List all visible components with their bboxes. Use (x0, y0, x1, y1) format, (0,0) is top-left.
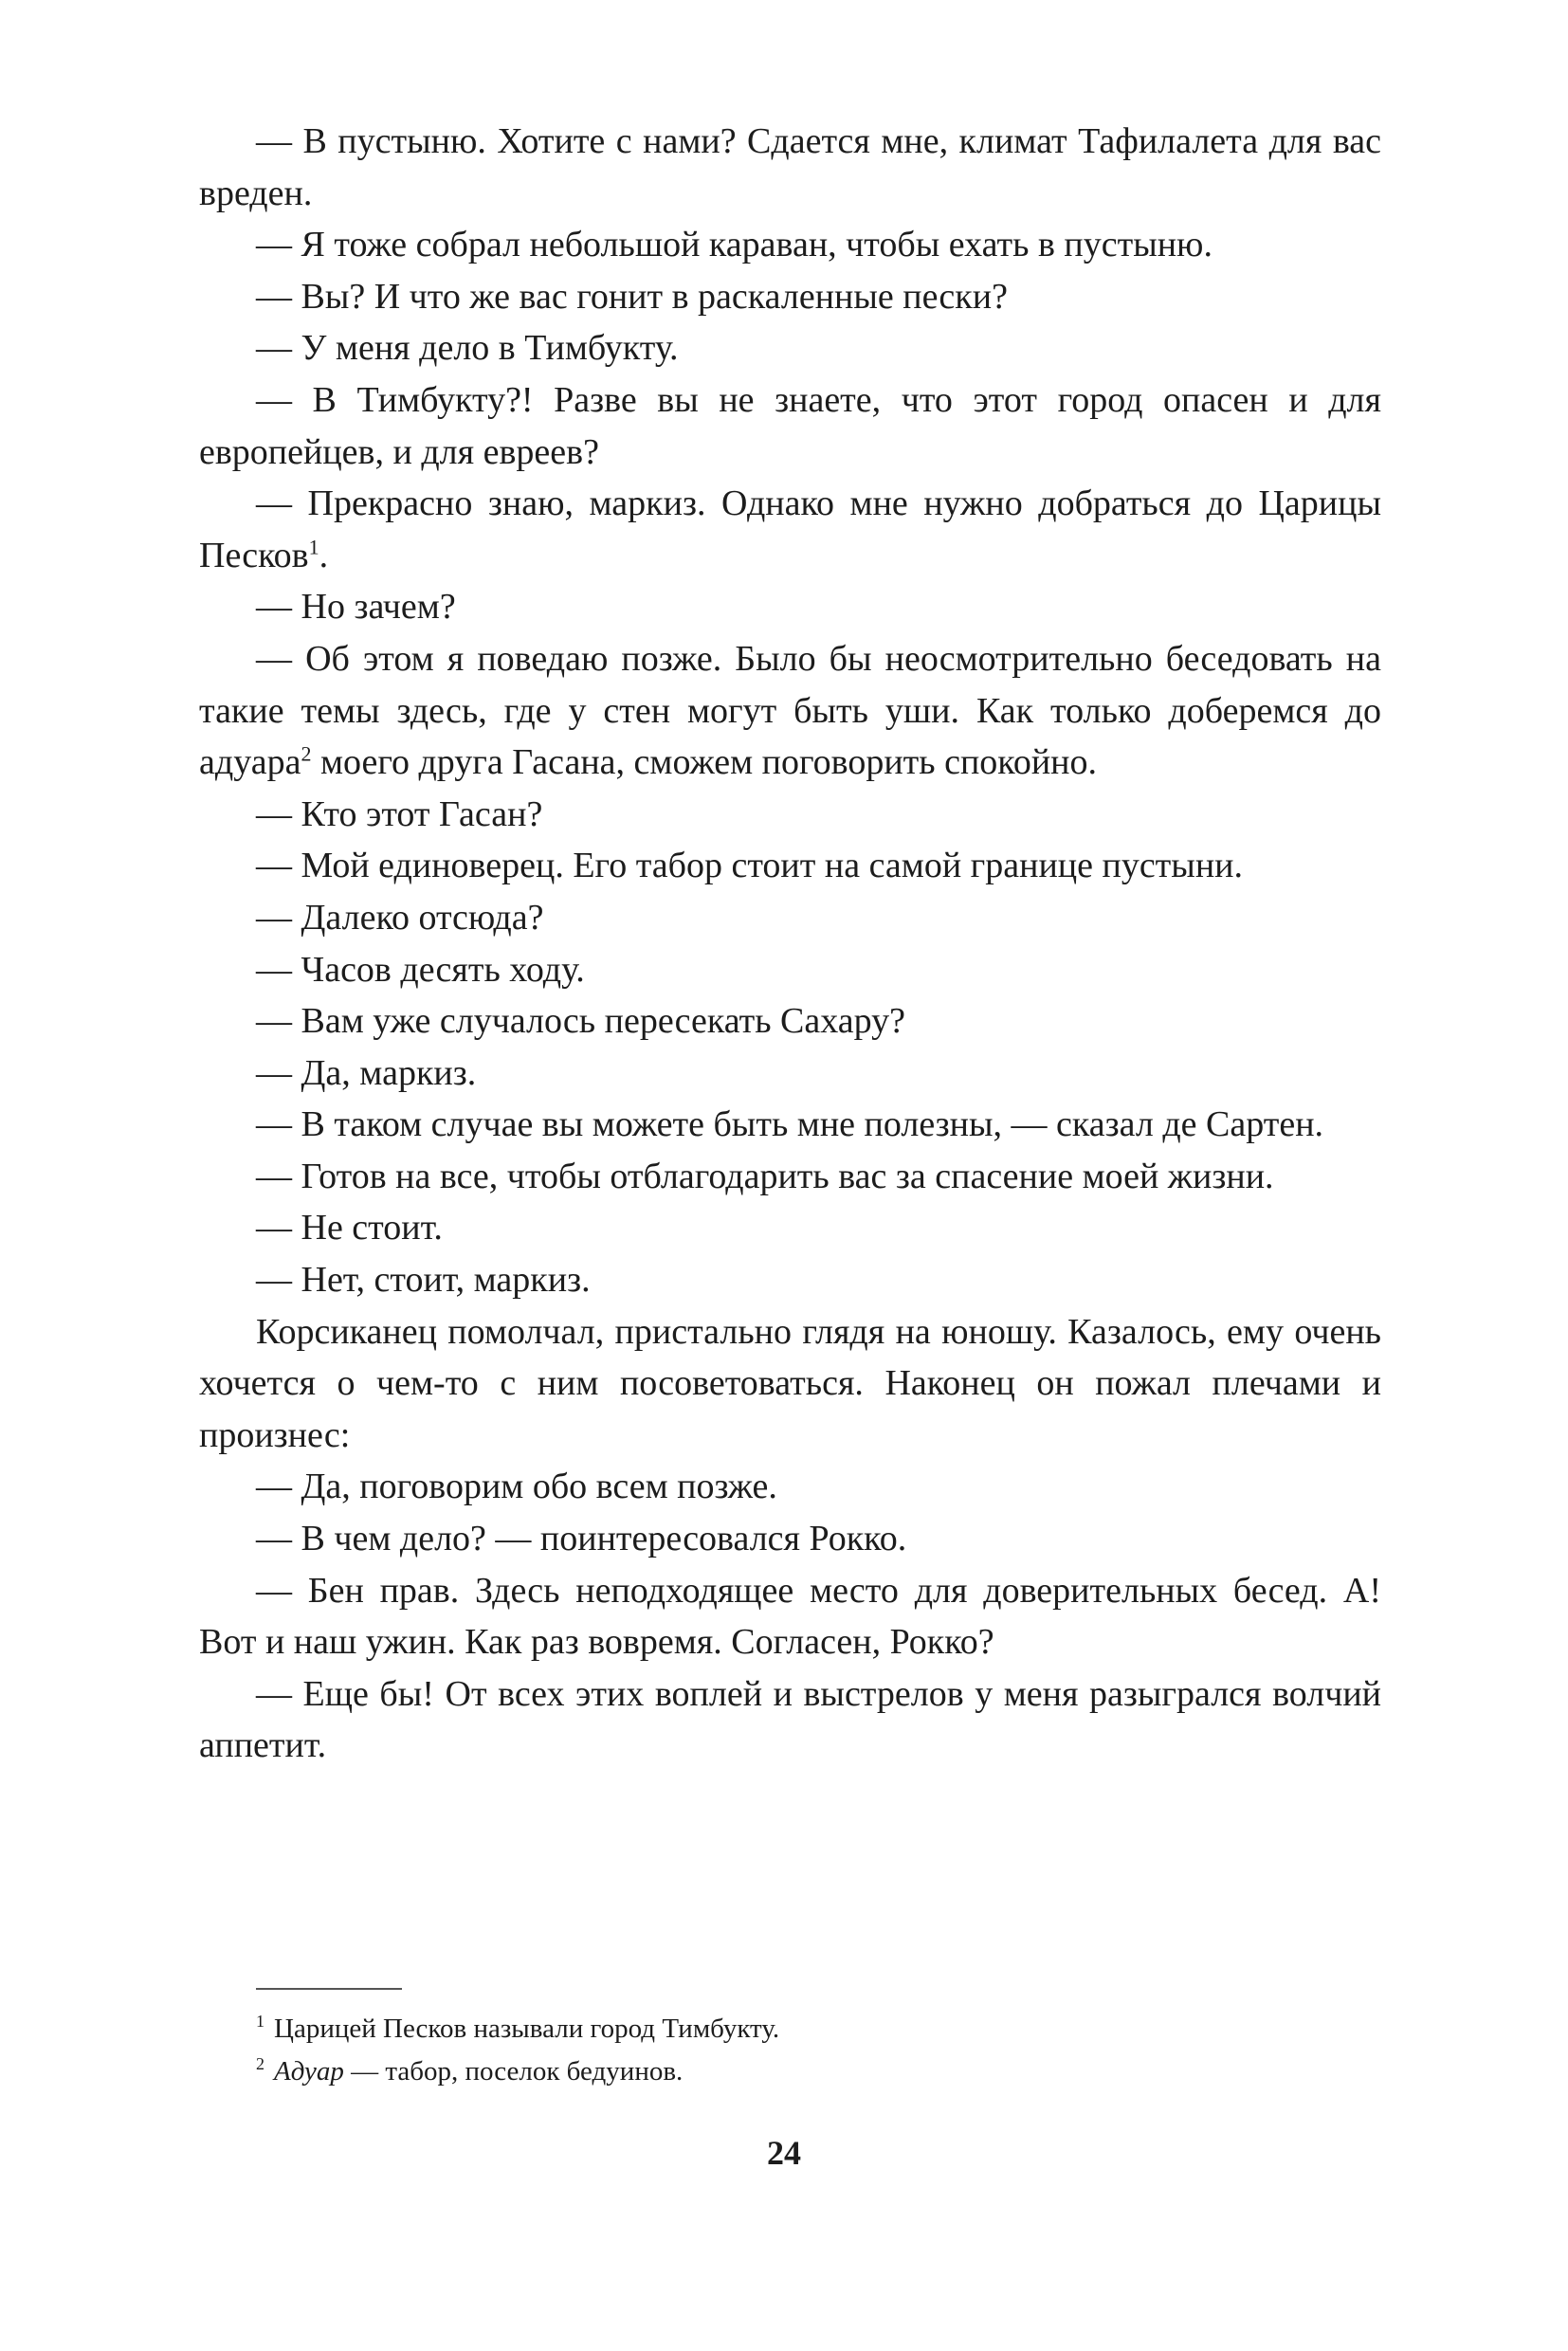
paragraph: — Далеко отсюда? (256, 897, 544, 938)
paragraph: — В пустыню. Хотите с нами? Сдается мне, климат Тафилалета для вас вреден. (199, 121, 1381, 213)
footnote-term: Адуар (274, 2056, 344, 2087)
paragraph: — Да, поговорим обо всем позже. (256, 1467, 777, 1507)
footnote-text: — табор, поселок бедуинов. (343, 2056, 684, 2087)
paragraph-with-footnote-2 (199, 633, 1381, 789)
body-text (199, 116, 1381, 1772)
footnote-number: 2 (256, 2054, 264, 2074)
paragraph-text: — Об этом я поведаю позже. Было бы неосмотрительно беседовать на такие темы здесь, где у стен могут быть уши. Как только доберемся до адуара (199, 638, 1381, 783)
paragraph: — В Тимбукту?! Разве вы не знаете, что этот город опасен и для европейцев, и для евреев? (199, 379, 1381, 472)
paragraph: — В таком случае вы можете быть мне полезны, — сказал де Сартен. (256, 1104, 1324, 1145)
paragraph: Корсиканец помолчал, пристально глядя на юношу. Казалось, ему очень хочется о чем-то с ним посоветоваться. Наконец он пожал плечами и произнес: (199, 1311, 1381, 1455)
paragraph: — Бен прав. Здесь неподходящее место для доверительных бесед. А! Вот и наш ужин. Как раз вовремя. Согласен, Рокко? (199, 1570, 1381, 1663)
footnote-1 (256, 2008, 1299, 2050)
paragraph-text: — Прекрасно знаю, маркиз. Однако мне нужно добраться до Царицы Песков (199, 483, 1381, 575)
paragraph: — Часов десять ходу. (256, 949, 585, 990)
paragraph: — В чем дело? — поинтересовался Рокко. (256, 1519, 907, 1559)
paragraph: — Не стоит. (256, 1208, 443, 1248)
paragraph: — Вам уже случалось пересекать Сахару? (256, 1001, 905, 1042)
paragraph: — Готов на все, чтобы отблагодарить вас за спасение моей жизни. (256, 1156, 1274, 1196)
footnotes (256, 2008, 1299, 2093)
footnote-ref-1: 1 (308, 535, 319, 559)
footnote-text: Царицей Песков называли город Тимбукту. (274, 2014, 780, 2044)
paragraph: — Вы? И что же вас гонит в раскаленные пески? (256, 276, 1008, 317)
paragraph: — У меня дело в Тимбукту. (256, 328, 679, 369)
paragraph: — Да, маркиз. (256, 1052, 477, 1093)
paragraph: — Мой единоверец. Его табор стоит на самой границе пустыни. (256, 846, 1243, 886)
paragraph-text: моего друга Гасана, сможем поговорить спокойно. (311, 742, 1097, 783)
footnote-2 (256, 2050, 1299, 2093)
footnote-ref-2: 2 (301, 741, 312, 766)
paragraph: — Кто этот Гасан? (256, 793, 543, 834)
paragraph: — Еще бы! От всех этих воплей и выстрелов у меня разыгрался волчий аппетит. (199, 1673, 1381, 1766)
paragraph-with-footnote-1 (199, 478, 1381, 581)
footnote-divider (256, 1988, 402, 1990)
paragraph-text: . (319, 535, 329, 575)
paragraph: — Я тоже собрал небольшой караван, чтобы ехать в пустыню. (256, 225, 1212, 265)
paragraph: — Но зачем? (256, 587, 456, 628)
page-number: 24 (767, 2134, 801, 2172)
footnote-number: 1 (256, 2012, 264, 2032)
paragraph: — Нет, стоит, маркиз. (256, 1260, 591, 1301)
